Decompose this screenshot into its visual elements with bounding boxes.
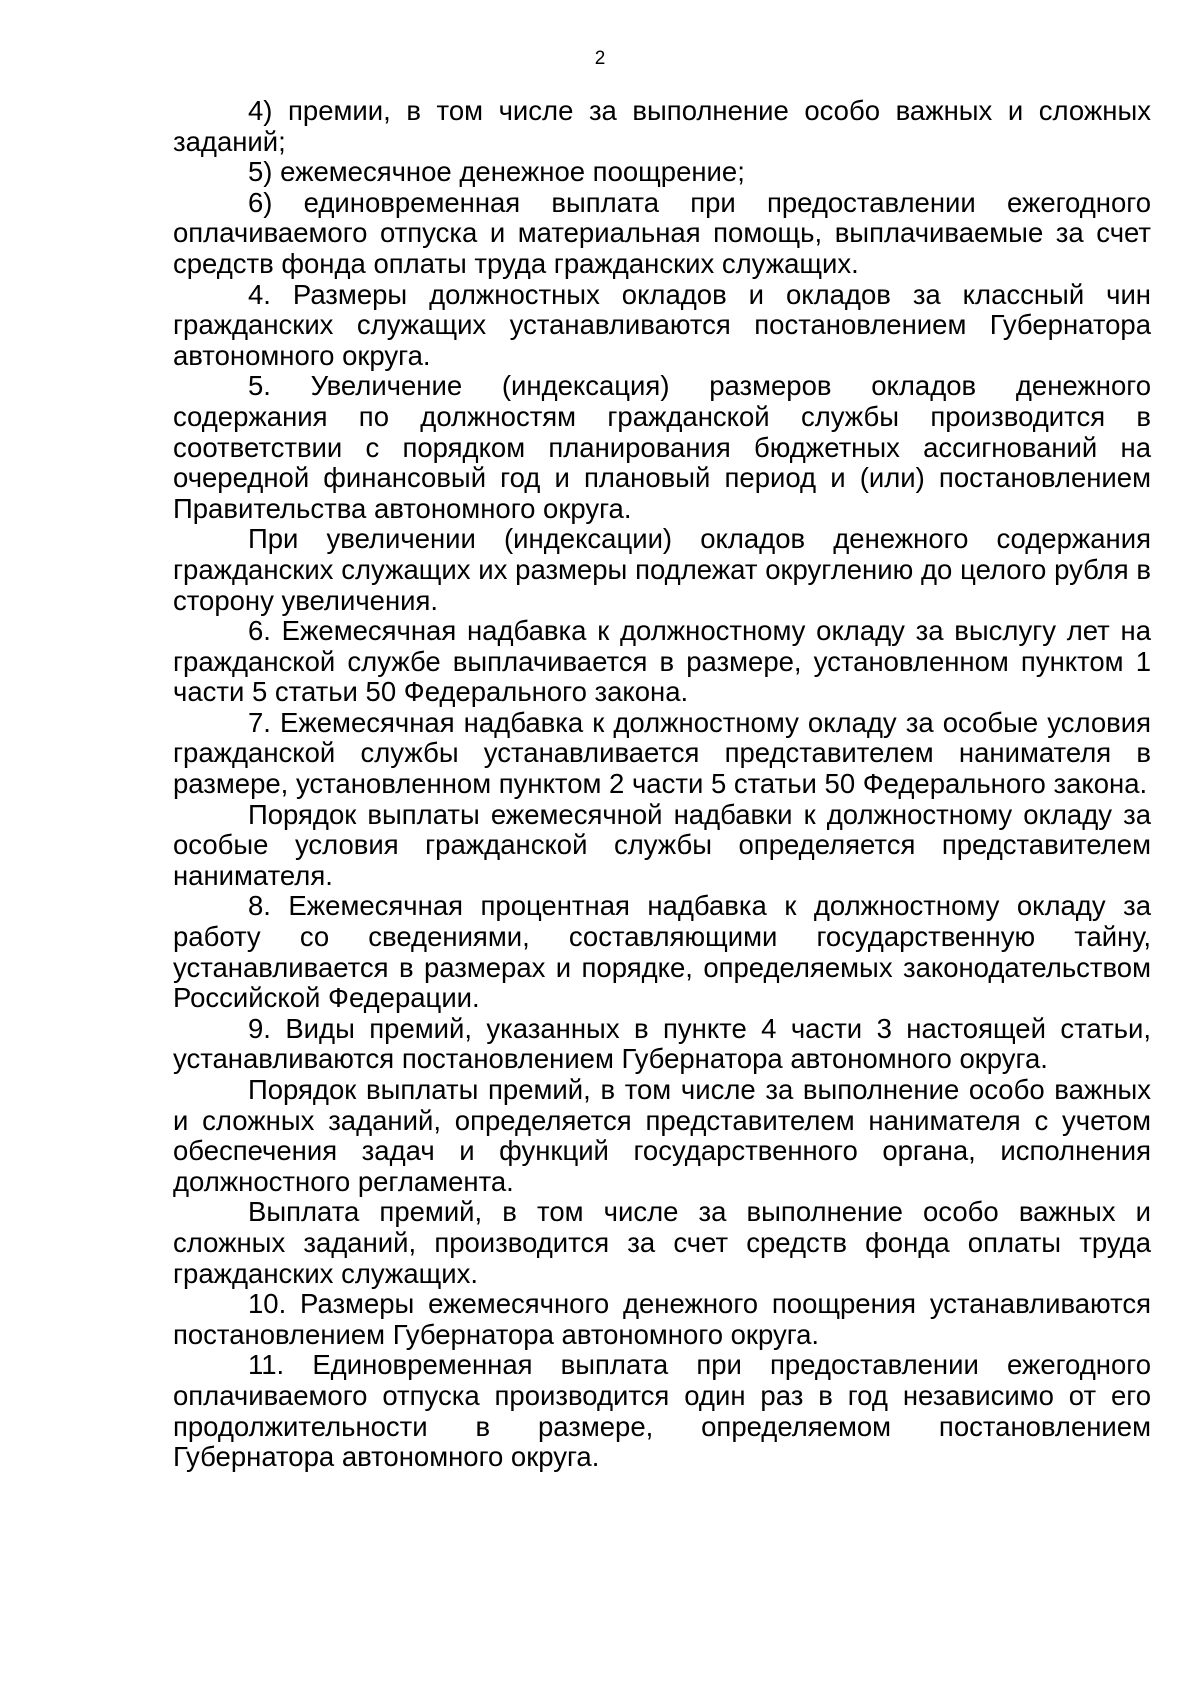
paragraph-item-4-bonuses: 4) премии, в том числе за выполнение особо важных и сложных заданий;	[173, 95, 1151, 157]
paragraph-clause-7-procedure: Порядок выплаты ежемесячной надбавки к должностному окладу за особые условия гражданской службы определяется представителем нанимателя.	[173, 798, 1151, 891]
paragraph-clause-4: 4. Размеры должностных окладов и окладов за классный чин гражданских служащих устанавливаются постановлением Губернатора автономного округа.	[173, 278, 1151, 371]
paragraph-item-6-lump-sum-payment: 6) единовременная выплата при предоставлении ежегодного оплачиваемого отпуска и материальная помощь, выплачиваемые за счет средств фонда оплаты труда гражданских служащих.	[173, 186, 1151, 279]
paragraph-clause-6: 6. Ежемесячная надбавка к должностному окладу за выслугу лет на гражданской службе выплачивается в размере, установленном пунктом 1 части 5 статьи 50 Федерального закона.	[173, 615, 1151, 708]
paragraph-clause-5-rounding: При увеличении (индексации) окладов денежного содержания гражданских служащих их размеры подлежат округлению до целого рубля в сторону увеличения.	[173, 523, 1151, 616]
paragraph-item-5-monthly-incentive: 5) ежемесячное денежное поощрение;	[248, 156, 745, 188]
document-body	[173, 96, 1151, 1473]
paragraph-clause-10: 10. Размеры ежемесячного денежного поощрения устанавливаются постановлением Губернатора автономного округа.	[173, 1288, 1151, 1350]
paragraph-clause-9: 9. Виды премий, указанных в пункте 4 части 3 настоящей статьи, устанавливаются постановлением Губернатора автономного округа.	[173, 1012, 1151, 1075]
paragraph-clause-5: 5. Увеличение (индексация) размеров окладов денежного содержания по должностям гражданской службы производится в соответствии с порядком планирования бюджетных ассигнований на очередной финансовый год и плановый период и (или) постановлением Правительства автономного округа.	[173, 370, 1151, 524]
paragraph-clause-8: 8. Ежемесячная процентная надбавка к должностному окладу за работу со сведениями, составляющими государственную тайну, устанавливается в размерах и порядке, определяемых законодательством Российской Федерации.	[173, 890, 1151, 1014]
paragraph-clause-7: 7. Ежемесячная надбавка к должностному окладу за особые условия гражданской службы устанавливается представителем нанимателя в размере, установленном пунктом 2 части 5 статьи 50 Федерального закона.	[173, 706, 1151, 800]
paragraph-clause-9-procedure: Порядок выплаты премий, в том числе за выполнение особо важных и сложных заданий, определяется представителем нанимателя с учетом обеспечения задач и функций государственного органа, исполнения должностного регламента.	[173, 1074, 1151, 1197]
paragraph-clause-9-funding: Выплата премий, в том числе за выполнение особо важных и сложных заданий, производится за счет средств фонда оплаты труда гражданских служащих.	[173, 1196, 1151, 1289]
paragraph-clause-11: 11. Единовременная выплата при предоставлении ежегодного оплачиваемого отпуска производится один раз в год независимо от его продолжительности в размере, определяемом постановлением Губернатора автономного округа.	[173, 1349, 1151, 1473]
page-number: 2	[594, 48, 606, 69]
